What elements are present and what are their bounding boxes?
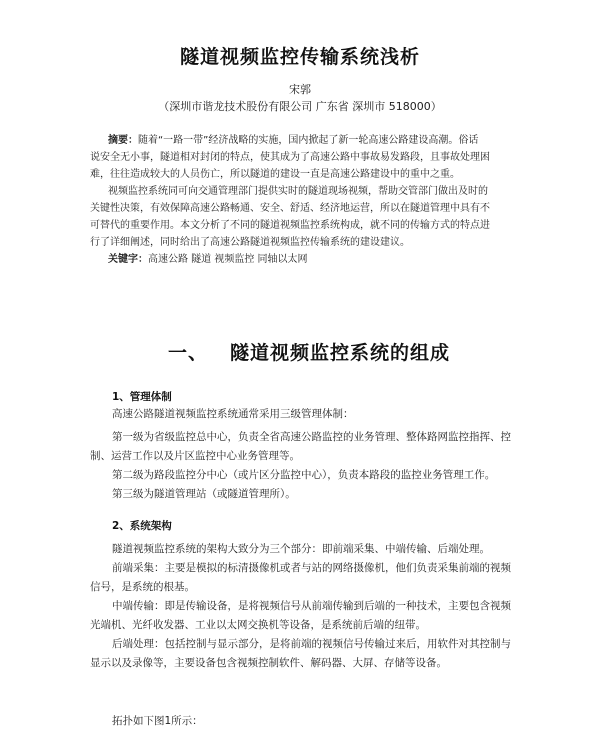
abstract-line-4: 视频监控系统同可向交通管理部门提供实时的隧道现场视频，帮助交管部门做出及时的 bbox=[108, 186, 488, 197]
sub2-para-3a: 中端传输：即是传输设备，是将视频信号从前端传输到后端的一种技术，主要包含视频 bbox=[112, 600, 511, 612]
keywords-label: 关键字： bbox=[108, 254, 148, 265]
sub1-para-1: 高速公路隧道视频监控系统通常采用三级管理体制： bbox=[112, 408, 354, 420]
figure-caption-intro: 拓扑如下图1所示： bbox=[112, 715, 203, 727]
section-1-title: 隧道视频监控系统的组成 bbox=[230, 342, 451, 364]
section-1-heading bbox=[168, 338, 450, 365]
sub2-para-2b: 信号，是系统的根基。 bbox=[90, 581, 195, 593]
sub1-para-3: 第二级为路段监控分中心（或片区分监控中心），负责本路段的监控业务管理工作。 bbox=[112, 469, 496, 481]
sub2-para-3b: 光端机、光纤收发器、工业以太网交换机等设备，是系统前后端的纽带。 bbox=[90, 619, 426, 631]
sub1-para-2a: 第一级为省级监控总中心，负责全省高速公路监控的业务管理、整体路网监控指挥、控 bbox=[112, 431, 511, 443]
sub2-para-4a: 后端处理：包括控制与显示部分，是将前端的视频信号传输过来后，用软件对其控制与 bbox=[112, 638, 511, 650]
section-1-number: 一、 bbox=[168, 342, 209, 364]
abstract-label: 摘要： bbox=[108, 135, 138, 146]
abstract-text-1: 随着“一路一带”经济战略的实施，国内掀起了新一轮高速公路建设高潮。俗话 bbox=[138, 135, 479, 146]
sub2-para-1: 隧道视频监控系统的架构大致分为三个部分：即前端采集、中端传输、后端处理。 bbox=[112, 543, 490, 555]
keywords-value: 高速公路 隧道 视频监控 同轴以太网 bbox=[148, 254, 308, 265]
subsection-2-heading: 2、系统架构 bbox=[112, 520, 172, 532]
author-name: 宋郭 bbox=[289, 83, 311, 96]
abstract-line-6: 可替代的重要作用。本文分析了不同的隧道视频监控系统构成，就不同的传输方式的特点进 bbox=[90, 220, 490, 231]
abstract-line-3: 难，往往造成较大的人员伤亡，所以隧道的建设一直是高速公路建设中的重中之重。 bbox=[90, 169, 460, 180]
keywords-line bbox=[108, 251, 308, 268]
abstract-line-7: 行了详细阐述，同时给出了高速公路隧道视频监控传输系统的建设建议。 bbox=[90, 237, 410, 248]
sub1-para-4: 第三级为隧道管理站（或隧道管理所）。 bbox=[112, 488, 296, 500]
subsection-1-heading: 1、管理体制 bbox=[112, 391, 172, 403]
sub2-para-4b: 显示以及录像等，主要设备包含视频控制软件、解码器、大屏、存储等设备。 bbox=[90, 657, 447, 669]
abstract-line-5: 关键性决策，有效保障高速公路畅通、安全、舒适、经济地运营，所以在隧道管理中具有不 bbox=[90, 203, 490, 214]
abstract-line-2: 说安全无小事，隧道相对封闭的特点，使其成为了高速公路中事故易发路段，且事故处理困 bbox=[90, 152, 490, 163]
sub2-para-2a: 前端采集：主要是模拟的标清摄像机或者与站的网络摄像机，他们负责采集前端的视频 bbox=[112, 562, 511, 574]
author-affiliation: （深圳市谐龙技术股份有限公司 广东省 深圳市 518000） bbox=[158, 100, 442, 113]
abstract-line-1 bbox=[108, 132, 478, 149]
sub1-para-2b: 制、运营工作以及片区监控中心业务管理等。 bbox=[90, 450, 300, 462]
paper-title: 隧道视频监控传输系统浅析 bbox=[179, 46, 420, 68]
